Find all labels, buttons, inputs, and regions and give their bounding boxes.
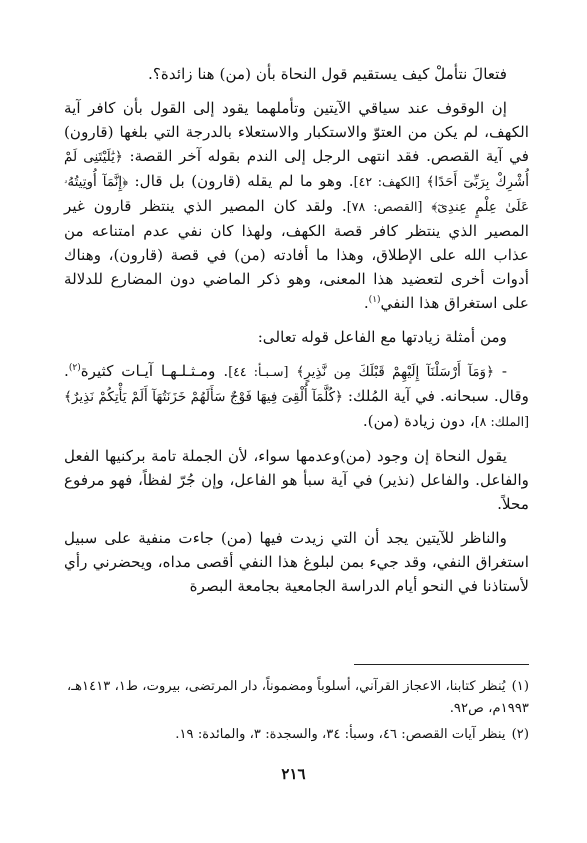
quote-source-kahf: [الكهف: ٤٢] xyxy=(353,174,421,189)
footnote-1-number: (١) xyxy=(511,679,529,694)
paragraph-4-text-2: . وقال. سبحانه. في آية المُلك: xyxy=(64,362,529,405)
footnote-marker-1[interactable]: (١) xyxy=(368,294,381,305)
paragraph-5: يقول النحاة إن وجود (من)وعدمها سواء، لأن الجملة تامة بركنيها الفعل والفاعل. والفاعل (نذير) في آية سبأ هو الفاعل، وإن جُرّ لفظاً، فهو مرفوع محلاً. xyxy=(64,447,529,513)
paragraph-2-text-4: . xyxy=(363,294,369,312)
paragraph-2-text-3: . ولقد كان المصير الذي ينتظر قارون غير المصير الذي ينتظر كافر قصة الكهف، ولهذا كان نفي عدم امتناعه من عذاب الله على الإطلاق، وهذا ما أفادته (من) في قصة (قارون)، وهناك أدوات أخرى لتعضيد هذا المعنى، وهو ذكر الماضي دون المضارع للدلالة على استغراق هذا النفي xyxy=(64,197,529,312)
quote-source-qasas: [القصص: ٧٨] xyxy=(346,199,423,214)
footnote-2-number: (٢) xyxy=(511,727,529,742)
footnote-divider xyxy=(354,664,529,665)
footnotes xyxy=(64,676,529,750)
footnote-1-text: يُنظر كتابنا، الاعجاز القرآني، أسلوباً ومضموناً، دار المرتضى، بيروت، ط١، ١٤١٣هـ، ١٩٩٣م، ص٩٢. xyxy=(66,679,529,716)
paragraph-2 xyxy=(64,96,529,315)
footnote-2 xyxy=(64,724,529,746)
quran-quote-saba: ﴿وَمَآ أَرْسَلْنَآ إِلَيْهِمْ قَبْلَكَ مِن نَّذِيرٍ﴾ xyxy=(296,364,494,380)
footnote-2-text: ينظر آيات القصص: ٤٦، وسبأ: ٣٤، والسجدة: ٣، والمائدة: ١٩. xyxy=(175,727,506,742)
paragraph-4-text-1: . ومـثـلـهـا آيـات كثيرة xyxy=(80,362,229,380)
paragraph-2-text-1: إن الوقوف عند سياقي الآيتين وتأملهما يقود إلى القول بأن كافر آية الكهف، لم يكن من العتوّ والاستكبار والاستعلاء بالدرجة التي بلغها (قارون) في آية القصص. فقد انتهى الرجل إلى الندم بقوله آخر القصة: xyxy=(64,99,529,165)
quote-source-mulk: [الملك: ٨] xyxy=(474,414,529,429)
paragraph-2-text-2: . وهو ما لم يقله (قارون) بل قال: xyxy=(128,172,354,190)
paragraph-1: فتعالَ نتأملْ كيف يستقيم قول النحاة بأن (من) هنا زائدة؟. xyxy=(148,65,507,83)
footnote-marker-2[interactable]: (٢) xyxy=(68,362,81,373)
paragraph-4-text-3: ، دون زيادة (من). xyxy=(362,412,475,430)
quran-quote-qasas: ﴿إِنَّمَآ أُوتِيتُهُۥ عَلَىٰ عِلْمٍ عِندِىٓ﴾ xyxy=(64,174,530,215)
quran-quote-kahf: ﴿يَٰلَيْتَنِى لَمْ أُشْرِكْ بِرَبِّىٓ أَحَدًا﴾ xyxy=(64,149,529,190)
quran-quote-mulk: ﴿كُلَّمَآ أُلْقِىَ فِيهَا فَوْجٌ سَأَلَهُمْ خَزَنَتُهَآ أَلَمْ يَأْتِكُمْ نَذِيرٌ﴾ xyxy=(64,389,343,405)
quote-source-saba: [سـبـأ: ٤٤] xyxy=(228,364,289,379)
footnote-1 xyxy=(64,676,529,720)
paragraph-4-lead: - xyxy=(493,362,507,380)
paragraph-6: والناظر للآيتين يجد أن التي زيدت فيها (من) جاءت منفية على سبيل استغراق النفي، وقد جيء بمن لبلوغ هذا النفي أقصى مداه، ويحضرني رأي لأستاذنا في النحو أيام الدراسة الجامعية بجامعة البصرة xyxy=(64,529,529,595)
page-number: ٢١٦ xyxy=(281,765,306,783)
paragraph-4 xyxy=(64,359,529,434)
paragraph-3: ومن أمثلة زيادتها مع الفاعل قوله تعالى: xyxy=(257,328,507,346)
